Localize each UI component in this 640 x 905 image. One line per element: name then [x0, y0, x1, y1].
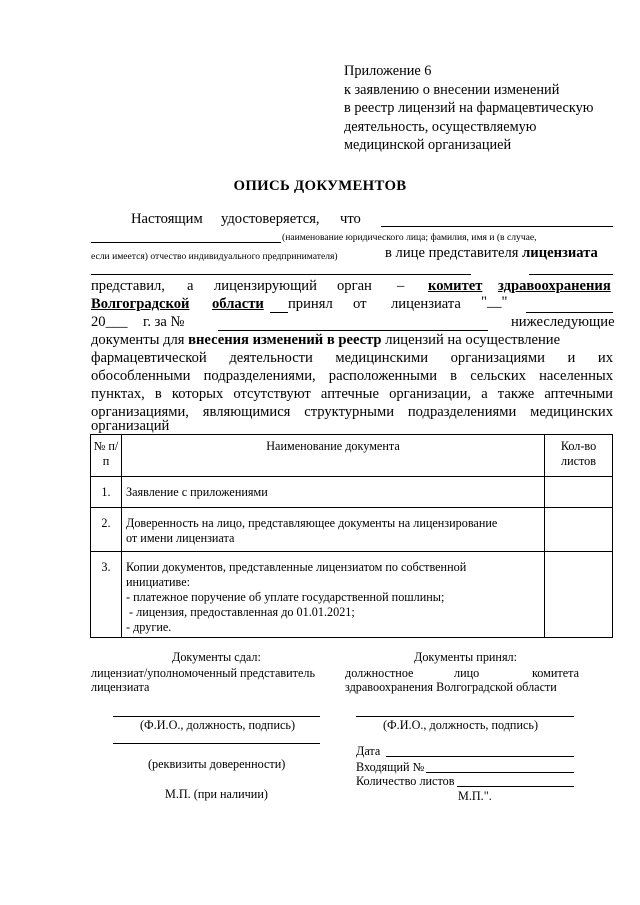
- signature-line: [113, 743, 320, 744]
- text: лицензиата: [391, 296, 461, 312]
- table-header-row: [91, 435, 613, 477]
- intro-word: что: [340, 211, 361, 227]
- row-name: [122, 477, 545, 508]
- appendix-line: Приложение 6: [344, 63, 432, 79]
- intro-line-1: [131, 211, 203, 228]
- text: организациями, являющимися структурными подразделениями медицинских: [91, 404, 613, 420]
- date-line: [386, 756, 574, 757]
- left-heading: Документы сдал:: [172, 650, 261, 664]
- text: орган: [337, 278, 372, 294]
- right-signature-hint: (Ф.И.О., должность, подпись): [383, 718, 539, 732]
- row-name: [122, 552, 545, 638]
- row-num: 1.: [91, 477, 122, 508]
- row-num: 2.: [91, 508, 122, 552]
- text: лицензий на осуществление: [385, 332, 561, 348]
- sheets-label: Количество листов: [356, 774, 455, 788]
- text-bold: лицензиата: [522, 245, 598, 261]
- text-bold: внесения изменений в реестр: [188, 332, 382, 348]
- header-text: Наименование документа: [266, 439, 400, 453]
- text: принял: [288, 296, 333, 312]
- appendix-line: медицинской организацией: [344, 137, 512, 154]
- text-bold: Волгоградской: [91, 296, 190, 312]
- row-line: - другие.: [126, 620, 172, 634]
- blank-line: [91, 274, 471, 275]
- text: лицензирующий: [214, 278, 317, 294]
- text: обособленными подразделениями, расположенными в сельских населенных: [91, 368, 613, 384]
- blank-line: [91, 242, 281, 243]
- text-bold: здравоохранения: [498, 278, 611, 294]
- table-row: [91, 552, 613, 638]
- header-text: № п/п: [93, 439, 119, 468]
- text: представил,: [91, 278, 165, 294]
- table-row: [91, 477, 613, 508]
- intro-word: Настоящим: [131, 211, 203, 227]
- row-count: [545, 477, 613, 508]
- text: фармацевтической деятельности медицинскими организациями и их: [91, 350, 613, 366]
- date-label: Дата: [356, 744, 381, 758]
- right-line: лицо: [454, 666, 480, 680]
- left-line: лицензиат/уполномоченный представитель: [91, 666, 316, 680]
- right-line: здравоохранения Волгоградской области: [345, 680, 557, 694]
- hint-text: (наименование юридического лица; фамилия, имя и (в случае,: [282, 232, 537, 243]
- appendix-line: деятельность, осуществляемую: [344, 118, 537, 135]
- row-name: [122, 508, 545, 552]
- text: в лице представителя: [385, 245, 519, 261]
- documents-table: [90, 434, 613, 638]
- incoming-label: Входящий №: [356, 760, 425, 774]
- text: [91, 332, 560, 349]
- signature-line: [356, 716, 574, 717]
- row-line: Копии документов, представленные лицензиатом по собственной: [126, 560, 467, 574]
- intro-word: удостоверяется,: [221, 211, 320, 227]
- appendix-line: в реестр лицензий на фармацевтическую: [344, 100, 594, 117]
- appendix-block: [344, 62, 593, 155]
- text: г. за №: [143, 314, 185, 330]
- power-of-attorney-hint: (реквизиты доверенности): [148, 757, 286, 771]
- left-stamp: М.П. (при наличии): [165, 787, 268, 801]
- text-bold: комитет: [428, 278, 483, 294]
- text: –: [397, 278, 405, 294]
- text: от: [353, 296, 367, 312]
- right-stamp: М.П.".: [458, 789, 492, 803]
- row-count: [545, 552, 613, 638]
- sheets-line: [457, 786, 574, 787]
- row-line: Доверенность на лицо, представляющее документы на лицензирование: [126, 516, 498, 530]
- right-line: должностное: [345, 666, 414, 680]
- text: "__": [481, 294, 508, 310]
- row-count: [545, 508, 613, 552]
- right-heading: Документы принял:: [414, 650, 518, 664]
- table-row: [91, 508, 613, 552]
- text: нижеследующие: [511, 314, 615, 330]
- incoming-line: [426, 772, 574, 773]
- right-line: комитета: [532, 666, 580, 680]
- row-line: от имени лицензиата: [126, 531, 235, 545]
- text: документы для: [91, 332, 185, 348]
- blank-line: [381, 226, 613, 227]
- blank-line: [526, 312, 613, 313]
- row-line: - платежное поручение об уплате государственной пошлины;: [126, 590, 445, 604]
- text: а: [187, 278, 194, 294]
- header-text: Кол-во листов: [560, 439, 597, 468]
- text-bold: области: [212, 296, 264, 312]
- text: 20___: [91, 314, 128, 330]
- blank-line: [270, 312, 288, 313]
- header-count: [545, 435, 613, 477]
- blank-line: [529, 274, 613, 275]
- intro-text: [385, 245, 598, 262]
- hint-text: если имеется) отчество индивидуального предпринимателя): [91, 251, 338, 262]
- signature-line: [113, 716, 320, 717]
- blank-line: [218, 330, 488, 331]
- header-num: [91, 435, 122, 477]
- row-line: Заявление с приложениями: [126, 485, 268, 499]
- row-line: - лицензия, предоставленная до 01.01.2021;: [126, 605, 355, 619]
- left-line: лицензиата: [91, 680, 150, 694]
- text: пунктах, в которых отсутствуют аптечные организации, а также аптечными: [91, 386, 613, 402]
- document-title: ОПИСЬ ДОКУМЕНТОВ: [233, 178, 407, 194]
- header-name: [122, 435, 545, 477]
- text: организаций: [91, 418, 170, 434]
- row-num: 3.: [91, 552, 122, 638]
- left-signature-hint: (Ф.И.О., должность, подпись): [140, 718, 296, 732]
- appendix-line: к заявлению о внесении изменений: [344, 81, 560, 98]
- row-line: инициативе:: [126, 575, 191, 589]
